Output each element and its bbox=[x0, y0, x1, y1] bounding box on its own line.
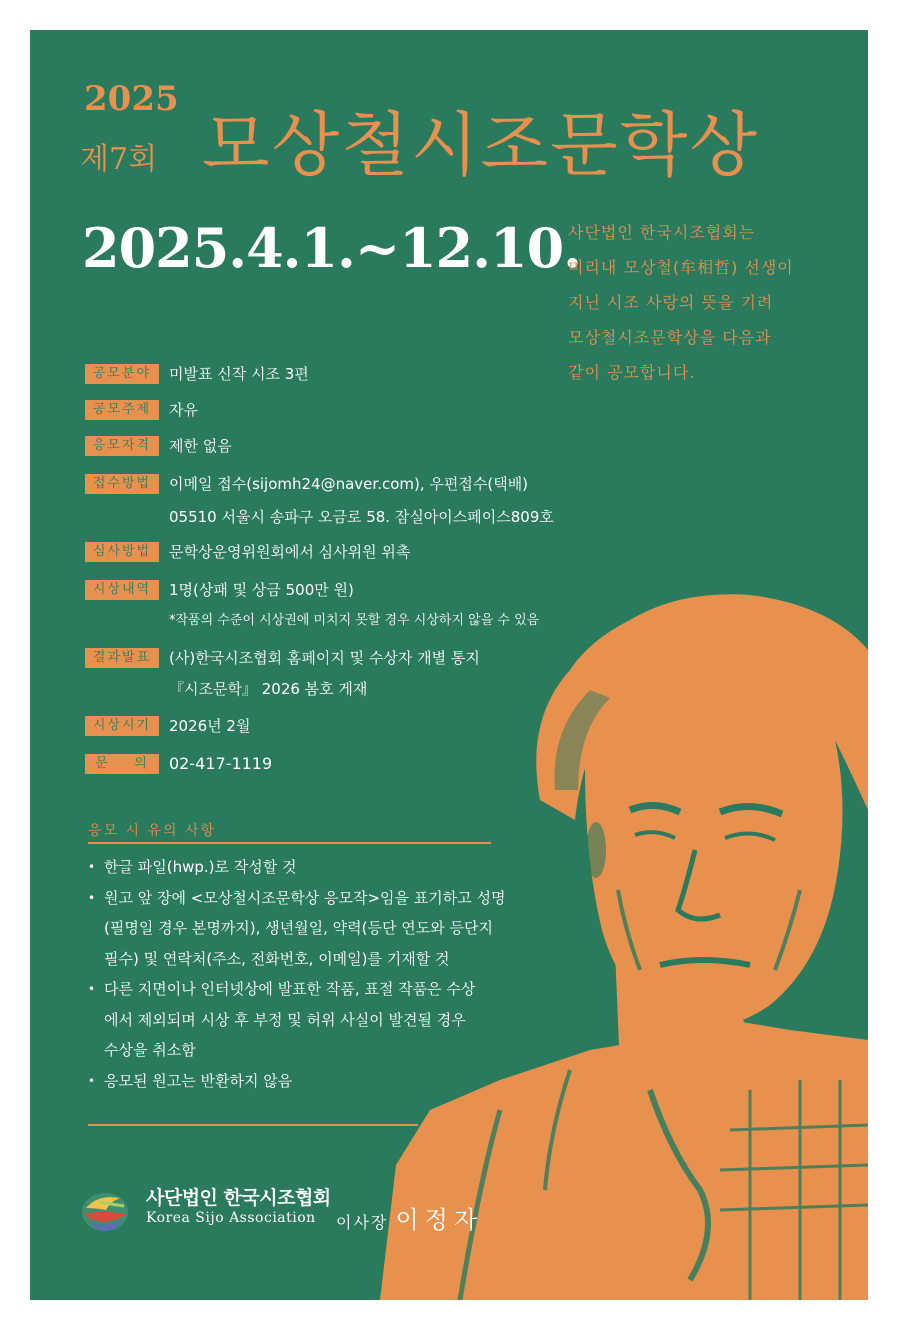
poster bbox=[30, 30, 868, 1300]
contact-phone: 02-417-1119 bbox=[169, 754, 273, 773]
edition: 제7회 bbox=[80, 142, 158, 177]
row-value: 제한 없음 bbox=[169, 437, 232, 455]
row-label: 결과발표 bbox=[85, 648, 159, 668]
note-item: • 한글 파일(hwp.)로 작성할 것 bbox=[88, 852, 528, 883]
intro-line: 지닌 시조 사랑의 뜻을 기려 bbox=[568, 293, 774, 312]
row-value: (사)한국시조협회 홈페이지 및 수상자 개별 통지 bbox=[169, 649, 480, 667]
row-value: 이메일 접수(sijomh24@naver.com), 우편접수(택배) bbox=[169, 475, 529, 493]
chair-title: 이사장 bbox=[336, 1213, 389, 1232]
row-sub-value: 『시조문학』 2026 봄호 게재 bbox=[169, 680, 368, 698]
year: 2025 bbox=[84, 79, 179, 119]
notes-heading: 응모 시 유의 사항 bbox=[88, 823, 217, 839]
row-label: 공모분야 bbox=[85, 364, 159, 384]
intro-line: 같이 공모합니다. bbox=[568, 363, 696, 382]
row-sub-value: 05510 서울시 송파구 오금로 58. 잠실아이스페이스809호 bbox=[169, 508, 554, 526]
note-item: • 응모된 원고는 반환하지 않음 bbox=[88, 1066, 528, 1097]
chair-name: 이정자 bbox=[395, 1206, 484, 1234]
note-item: • 다른 지면이나 인터넷상에 발표한 작품, 표절 작품은 수상 에서 제외되며 시상 후 부정 및 허위 사실이 발견될 경우 수상을 취소함 bbox=[88, 974, 528, 1066]
chairperson-signature bbox=[336, 1200, 483, 1235]
row-value: 미발표 신작 시조 3편 bbox=[169, 365, 309, 383]
divider bbox=[88, 1124, 418, 1126]
intro-line: 모상철시조문학상을 다음과 bbox=[568, 328, 772, 347]
row-value: 1명(상패 및 상금 500만 원) bbox=[169, 581, 354, 599]
intro-line: 미리내 모상철(牟相哲) 선생이 bbox=[568, 258, 794, 277]
intro-text bbox=[568, 215, 858, 390]
notes-list bbox=[88, 852, 528, 1096]
association-logo bbox=[80, 1188, 130, 1234]
row-label: 공모주제 bbox=[85, 400, 159, 420]
page-title: 모상철시조문학상 bbox=[202, 104, 759, 186]
row-label: 문 의 bbox=[85, 754, 159, 774]
note-item: • 원고 앞 장에 <모상철시조문학상 응모작>임을 표기하고 성명 (필명일 경우 본명까지), 생년월일, 약력(등단 연도와 등단지 필수) 및 연락처(주소, 전화번호, 이메일)를 기재할 것 bbox=[88, 883, 528, 975]
row-label: 시상시기 bbox=[85, 716, 159, 736]
row-label: 응모자격 bbox=[85, 436, 159, 456]
row-label: 심사방법 bbox=[85, 542, 159, 562]
intro-line: 사단법인 한국시조협회는 bbox=[568, 223, 756, 242]
organization-name: 사단법인 한국시조협회 bbox=[146, 1187, 331, 1209]
row-value: 문학상운영위원회에서 심사위원 위촉 bbox=[169, 543, 411, 561]
organization-name-english: Korea Sijo Association bbox=[146, 1210, 316, 1226]
row-label: 시상내역 bbox=[85, 580, 159, 600]
row-label: 접수방법 bbox=[85, 474, 159, 494]
divider bbox=[88, 842, 491, 844]
contest-dates: 2025.4.1.~12.10. bbox=[82, 216, 581, 280]
row-value: 2026년 2월 bbox=[169, 717, 251, 735]
row-sub-value: *작품의 수준이 시상권에 미치지 못할 경우 시상하지 않을 수 있음 bbox=[169, 613, 540, 628]
row-value: 자유 bbox=[169, 401, 198, 419]
